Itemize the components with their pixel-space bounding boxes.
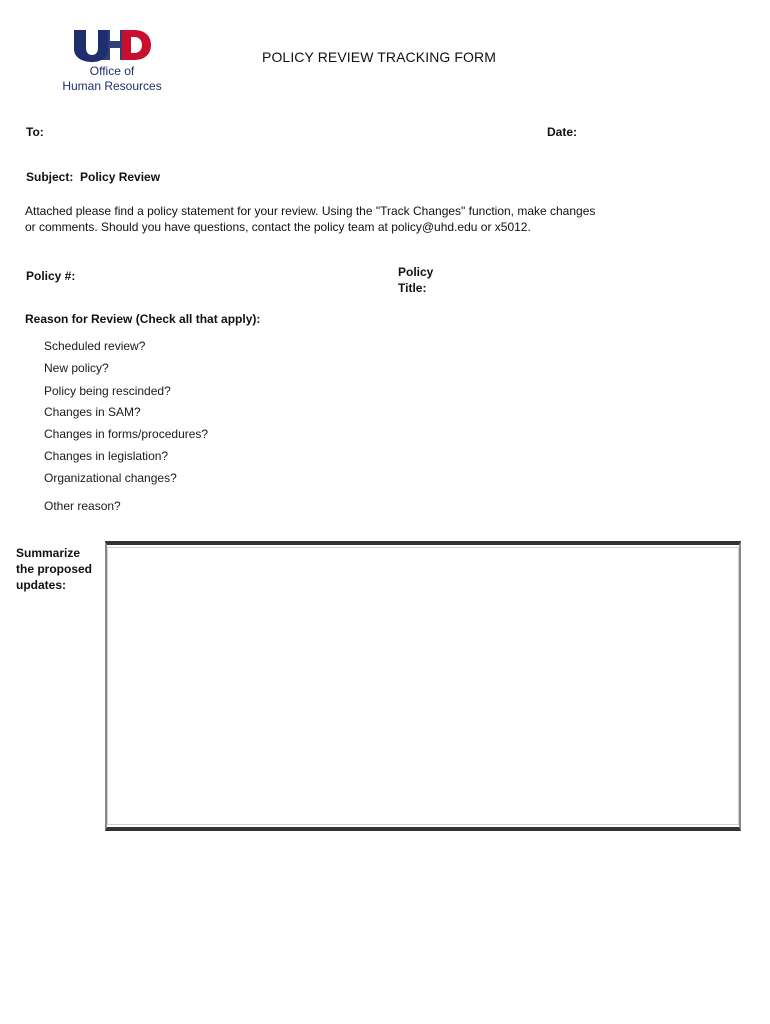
policy-title-label-line-2: Title:: [398, 281, 427, 295]
summary-label-line-3: updates:: [16, 578, 67, 592]
reason-organizational-changes: Organizational changes?: [44, 471, 177, 485]
logo-line-human-resources: Human Resources: [62, 79, 162, 93]
instructions-line-1: Attached please find a policy statement for your review. Using the "Track Changes" function, make changes: [25, 204, 596, 218]
summary-label-line-1: Summarize: [16, 546, 81, 560]
logo-line-office: Office of: [89, 64, 135, 78]
summary-textarea-inner: [107, 547, 739, 825]
instructions-line-2: or comments. Should you have questions, contact the policy team at policy@uhd.edu or x5012.: [25, 220, 531, 234]
uhd-logo: [60, 28, 170, 94]
policy-title-label: [398, 264, 433, 296]
reason-heading: Reason for Review (Check all that apply):: [25, 312, 261, 326]
to-label: To:: [26, 125, 44, 139]
policy-number-label: Policy #:: [26, 269, 76, 283]
reason-changes-forms-procedures: Changes in forms/procedures?: [44, 427, 209, 441]
reason-changes-legislation: Changes in legislation?: [44, 449, 169, 463]
summary-label: [16, 545, 92, 593]
subject-line: [26, 170, 160, 184]
reason-changes-in-sam: Changes in SAM?: [44, 405, 141, 419]
reason-other: Other reason?: [44, 499, 121, 513]
reason-policy-rescinded: Policy being rescinded?: [44, 384, 171, 398]
subject-label: Subject:: [26, 170, 74, 184]
subject-value: Policy Review: [80, 170, 161, 184]
uhd-logo-mark: [60, 28, 152, 62]
summary-textarea[interactable]: [105, 541, 741, 831]
instructions: [25, 203, 595, 235]
date-label: Date:: [547, 125, 578, 139]
reason-new-policy: New policy?: [44, 361, 109, 375]
summary-label-line-2: the proposed: [16, 562, 93, 576]
form-title: POLICY REVIEW TRACKING FORM: [262, 49, 496, 65]
policy-title-label-line-1: Policy: [398, 265, 434, 279]
reason-scheduled-review: Scheduled review?: [44, 339, 146, 353]
